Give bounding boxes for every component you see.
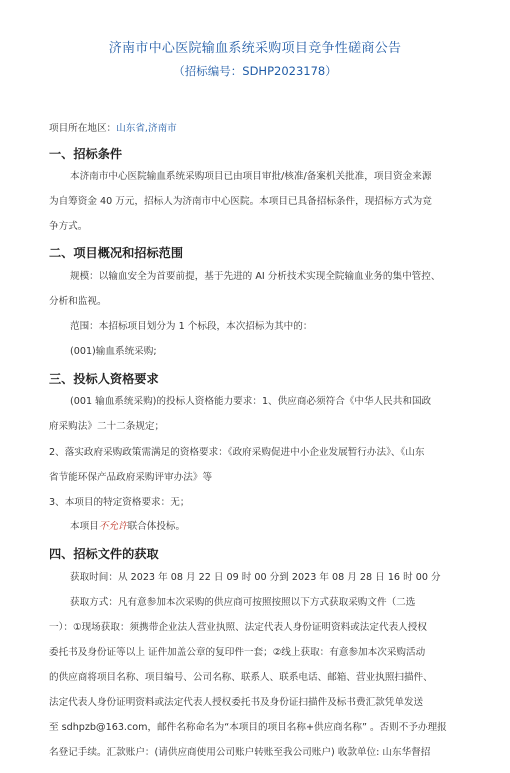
section-3-line: 府采购法》二十二条规定； xyxy=(49,421,165,432)
section-4-line: 的供应商将项目名称、项目编号、公司名称、联系人、联系电话、邮箱、营业执照扫描件、 xyxy=(49,672,433,683)
section-4-line: 法定代表人身份证明资料或法定代表人授权委托书及身份证扫描件及标书费汇款凭单发送 xyxy=(49,697,424,708)
section-2-line: (001)输血系统采购; xyxy=(70,346,157,357)
section-heading-3: 三、投标人资格要求 xyxy=(49,372,159,386)
project-location: 项目所在地区：山东省,济南市 xyxy=(49,123,177,134)
section-1-line: 争方式。 xyxy=(49,221,88,232)
section-3-line: (001 输血系统采购)的投标人资格能力要求：1、供应商必须符合《中华人民共和国政 xyxy=(70,396,432,407)
section-1-line: 为自筹资金 40 万元，招标人为济南市中心医院。本项目已具备招标条件，现招标方式为竞 xyxy=(49,196,432,207)
consortium-line: 本项目不允许联合体投标。 xyxy=(70,521,186,532)
page-title: 济南市中心医院输血系统采购项目竞争性磋商公告 xyxy=(108,41,402,56)
section-4-line: 一）：①现场获取：须携带企业法人营业执照、法定代表人身份证明资料或法定代表人授权 xyxy=(49,622,427,633)
acquisition-time: 获取时间：从 2023 年 08 月 22 日 09 时 00 分到 2023 年 08 月 28 日 16 时 00 分 xyxy=(70,572,441,583)
section-4-line: 委托书及身份证等以上 证件加盖公章的复印件一套；②线上获取：有意参加本次采购活动 xyxy=(49,647,426,658)
section-3-line: 3、本项目的特定资格要求：无； xyxy=(49,497,190,508)
bid-number: （招标编号：SDHP2023178） xyxy=(173,64,337,78)
section-3-line: 省节能环保产品政府采购评审办法》等 xyxy=(49,472,213,483)
section-heading-2: 二、项目概况和招标范围 xyxy=(49,246,184,260)
section-1-line: 本济南市中心医院输血系统采购项目已由项目审批/核准/备案机关批准，项目资金来源 xyxy=(70,171,432,182)
section-2-line: 分析和监视。 xyxy=(49,296,107,307)
section-2-line: 范围：本招标项目划分为 1 个标段，本次招标为其中的： xyxy=(70,321,313,332)
consortium-status: 不允许 xyxy=(98,521,128,532)
section-4-line: 获取方式：凡有意参加本次采购的供应商可按照按照以下方式获取采购文件（二选 xyxy=(70,597,416,608)
section-2-line: 规模：以输血安全为首要前提，基于先进的 AI 分析技术实现全院输血业务的集中管控、 xyxy=(70,271,441,282)
section-heading-1: 一、招标条件 xyxy=(49,147,123,161)
section-4-line: 名登记手续。汇款账户：(请供应商使用公司账户转账至我公司账户) 收款单位: 山东华督招 xyxy=(49,747,431,758)
section-4-line: 至 sdhpzb@163.com，邮件名称命名为“本项目的项目名称+供应商名称” 。否则不予办理报 xyxy=(49,722,447,733)
section-3-line: 2、落实政府采购政策需满足的资格要求：《政府采购促进中小企业发展暂行办法》、《山东 xyxy=(49,447,425,458)
section-heading-4: 四、招标文件的获取 xyxy=(49,547,159,561)
